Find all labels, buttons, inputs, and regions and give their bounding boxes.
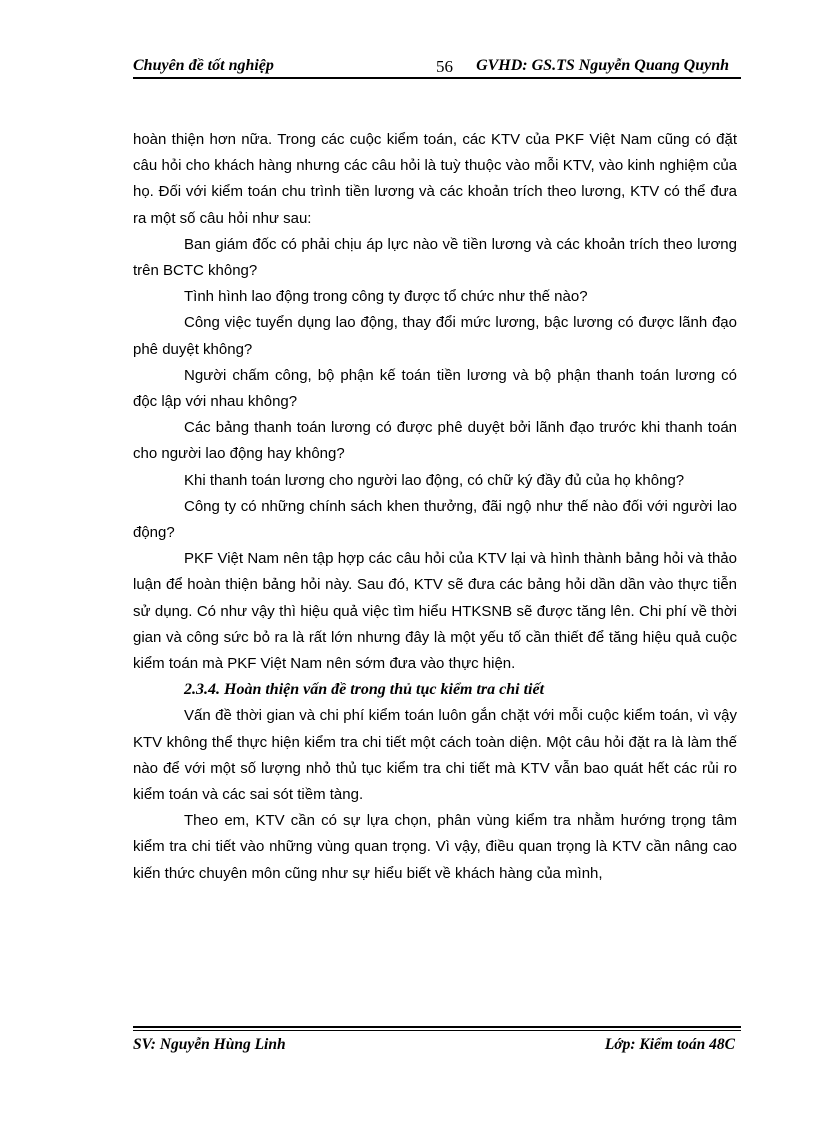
paragraph: hoàn thiện hơn nữa. Trong các cuộc kiểm toán, các KTV của PKF Việt Nam cũng có đặt câu hỏi cho khách hàng nhưng các câu hỏi là tuỳ thuộc vào mỗi KTV, vào kinh nghiệm của họ. Đối với kiểm toán chu trình tiền lương và các khoản trích theo lương, KTV có thể đưa ra một số câu hỏi như sau: (133, 131, 737, 227)
question-item: Người chấm công, bộ phận kế toán tiền lương và bộ phận thanh toán lương có độc lập với nhau không? (133, 366, 737, 411)
section-heading: 2.3.4. Hoàn thiện vấn đề trong thủ tục kiểm tra chi tiết (184, 681, 545, 699)
question-item: Công việc tuyển dụng lao động, thay đổi mức lương, bậc lương có được lãnh đạo phê duyệt không? (133, 314, 737, 358)
footer-student: SV: Nguyễn Hùng Linh (133, 1036, 286, 1053)
paragraph: Theo em, KTV cần có sự lựa chọn, phân vùng kiểm tra nhằm hướng trọng tâm kiểm tra chi tiết vào những vùng quan trọng. Vì vậy, điều quan trọng là KTV cần nâng cao kiến thức chuyên môn cũng như sự hiểu biết về khách hàng của mình, (133, 812, 737, 882)
page-header (133, 57, 741, 79)
header-rule (133, 77, 741, 79)
paragraph: PKF Việt Nam nên tập hợp các câu hỏi của KTV lại và hình thành bảng hỏi và thảo luận để hoàn thiện bảng hỏi này. Sau đó, KTV sẽ đưa các bảng hỏi dần dần vào thực tiễn sử dụng. Có như vậy thì hiệu quả việc tìm hiểu HTKSNB sẽ được tăng lên. Chi phí về thời gian và công sức bỏ ra là rất lớn nhưng đây là một yếu tố cần thiết để tăng hiệu quả cuộc kiểm toán mà PKF Việt Nam nên sớm đưa vào thực hiện. (133, 550, 737, 673)
header-thesis-title: Chuyên đề tốt nghiệp (133, 57, 274, 74)
question-item: Ban giám đốc có phải chịu áp lực nào về tiền lương và các khoản trích theo lương trên BCTC không? (133, 235, 737, 280)
header-supervisor: GVHD: GS.TS Nguyễn Quang Quynh (476, 57, 729, 74)
question-item: Các bảng thanh toán lương có được phê duyệt bởi lãnh đạo trước khi thanh toán cho người lao động hay không? (133, 419, 737, 463)
footer-class: Lớp: Kiểm toán 48C (604, 1036, 735, 1053)
body-text (133, 127, 737, 887)
question-item: Khi thanh toán lương cho người lao động, có chữ ký đầy đủ của họ không? (184, 471, 685, 489)
question-item: Công ty có những chính sách khen thưởng, đãi ngộ như thế nào đối với người lao động? (133, 497, 737, 542)
footer-rule (133, 1026, 741, 1028)
footer-rule-thin (133, 1030, 741, 1031)
paragraph: Vấn đề thời gian và chi phí kiểm toán luôn gắn chặt với mỗi cuộc kiểm toán, vì vậy KTV không thể thực hiện kiểm tra chi tiết một cách toàn diện. Một câu hỏi đặt ra là làm thế nào để với một số lượng nhỏ thủ tục kiểm tra chi tiết mà KTV vẫn bao quát hết các rủi ro kiểm toán và các sai sót tiềm tàng. (133, 707, 737, 804)
page-footer (133, 1036, 741, 1058)
question-item: Tình hình lao động trong công ty được tổ chức như thế nào? (184, 288, 588, 306)
page-number: 56 (436, 57, 453, 76)
